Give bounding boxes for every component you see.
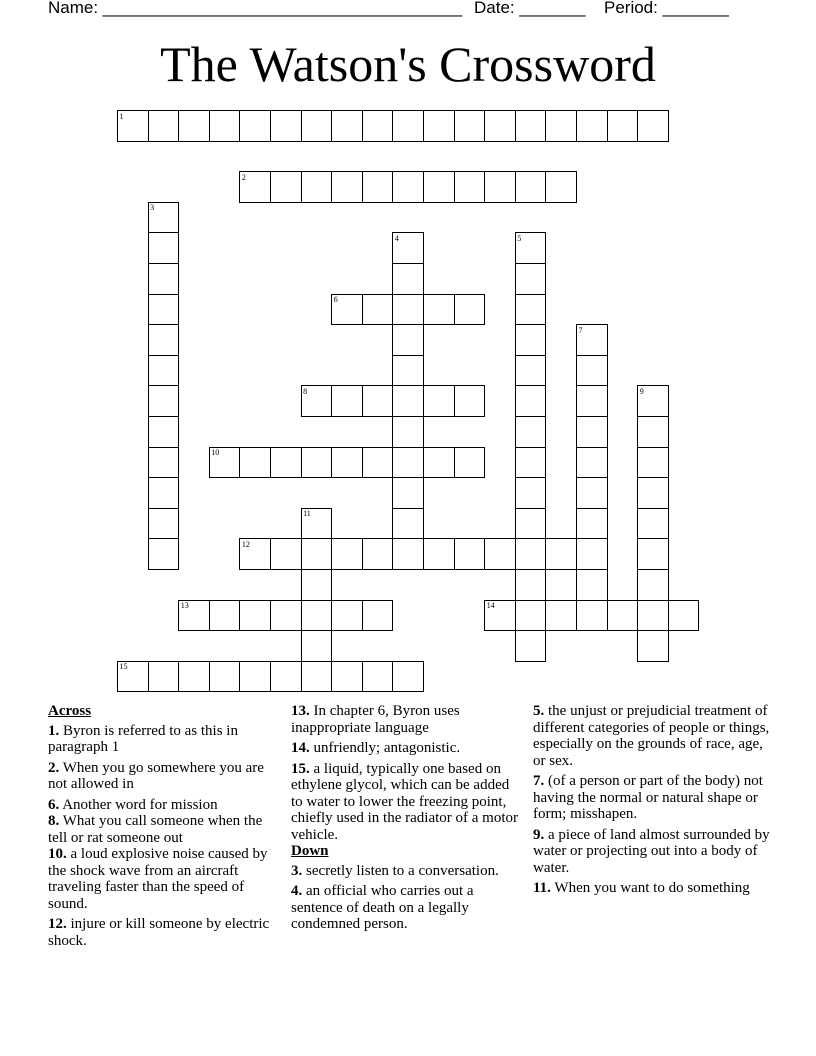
crossword-cell[interactable] xyxy=(515,263,547,295)
crossword-cell[interactable] xyxy=(637,569,669,601)
cell-number: 3 xyxy=(150,203,155,213)
clue-down-5: 5. the unjust or prejudicial treatment of different categories of people or things, especially on the grounds of race, age, or sex. xyxy=(533,703,770,769)
crossword-cell[interactable] xyxy=(576,110,608,142)
crossword-cell[interactable] xyxy=(484,600,516,632)
down-heading: Down xyxy=(291,843,329,859)
crossword-cell[interactable] xyxy=(209,661,241,693)
crossword-cell[interactable] xyxy=(362,294,394,326)
crossword-cell[interactable] xyxy=(392,538,424,570)
cell-number: 6 xyxy=(333,295,338,305)
clue-across-8: 8. What you call someone when the tell or rat someone out xyxy=(48,813,263,846)
crossword-cell[interactable] xyxy=(148,538,180,570)
cell-number: 11 xyxy=(303,509,311,519)
crossword-cell[interactable] xyxy=(515,324,547,356)
crossword-cell[interactable] xyxy=(423,110,455,142)
crossword-cell[interactable] xyxy=(454,538,486,570)
crossword-cell[interactable] xyxy=(301,661,333,693)
crossword-cell[interactable] xyxy=(637,477,669,509)
crossword-cell[interactable] xyxy=(392,110,424,142)
crossword-cell[interactable] xyxy=(576,569,608,601)
page-title: The Watson's Crossword xyxy=(160,36,656,92)
crossword-cell[interactable] xyxy=(576,447,608,479)
crossword-cell[interactable] xyxy=(515,171,547,203)
crossword-cell[interactable] xyxy=(178,661,210,693)
crossword-cell[interactable] xyxy=(637,508,669,540)
crossword-cell[interactable] xyxy=(392,294,424,326)
crossword-cell[interactable] xyxy=(392,508,424,540)
clue-down-4: 4. an official who carries out a sentence of death on a legally condemned person. xyxy=(291,883,474,932)
crossword-cell[interactable] xyxy=(148,110,180,142)
crossword-cell[interactable] xyxy=(637,538,669,570)
crossword-cell[interactable] xyxy=(270,600,302,632)
crossword-cell[interactable] xyxy=(301,447,333,479)
crossword-cell[interactable] xyxy=(515,232,547,264)
crossword-cell[interactable] xyxy=(362,661,394,693)
crossword-cell[interactable] xyxy=(668,600,700,632)
crossword-cell[interactable] xyxy=(484,110,516,142)
clue-across-13: 13. In chapter 6, Byron uses inappropriate language xyxy=(291,703,460,736)
crossword-cell[interactable] xyxy=(515,538,547,570)
crossword-cell[interactable] xyxy=(148,447,180,479)
crossword-cell[interactable] xyxy=(331,294,363,326)
crossword-cell[interactable] xyxy=(515,110,547,142)
crossword-cell[interactable] xyxy=(301,630,333,662)
crossword-cell[interactable] xyxy=(423,447,455,479)
crossword-cell[interactable] xyxy=(637,447,669,479)
crossword-cell[interactable] xyxy=(331,385,363,417)
crossword-cell[interactable] xyxy=(362,600,394,632)
crossword-cell[interactable] xyxy=(454,294,486,326)
crossword-cell[interactable] xyxy=(607,600,639,632)
crossword-cell[interactable] xyxy=(454,447,486,479)
cell-number: 8 xyxy=(303,386,308,396)
crossword-cell[interactable] xyxy=(331,171,363,203)
crossword-cell[interactable] xyxy=(362,385,394,417)
crossword-cell[interactable] xyxy=(392,477,424,509)
clues-column-3 xyxy=(533,703,773,901)
cell-number: 13 xyxy=(180,601,189,611)
clue-across-12: 12. injure or kill someone by electric shock. xyxy=(48,916,270,949)
crossword-cell[interactable] xyxy=(576,324,608,356)
crossword-cell[interactable] xyxy=(454,110,486,142)
crossword-cell[interactable] xyxy=(392,171,424,203)
crossword-cell[interactable] xyxy=(576,538,608,570)
crossword-cell[interactable] xyxy=(148,355,180,387)
crossword-cell[interactable] xyxy=(148,416,180,448)
crossword-cell[interactable] xyxy=(392,385,424,417)
crossword-cell[interactable] xyxy=(637,630,669,662)
crossword-cell[interactable] xyxy=(239,110,271,142)
crossword-cell[interactable] xyxy=(148,324,180,356)
clues-column-2 xyxy=(291,703,523,937)
crossword-cell[interactable] xyxy=(239,538,271,570)
crossword-cell[interactable] xyxy=(148,661,180,693)
crossword-cell[interactable] xyxy=(301,110,333,142)
cell-number: 1 xyxy=(119,111,124,121)
crossword-cell[interactable] xyxy=(148,263,180,295)
cell-number: 4 xyxy=(394,233,399,243)
across-heading: Across xyxy=(48,703,92,719)
crossword-cell[interactable] xyxy=(270,110,302,142)
clue-across-14: 14. unfriendly; antagonistic. xyxy=(291,740,461,756)
crossword-cell[interactable] xyxy=(301,508,333,540)
crossword-cell[interactable] xyxy=(392,416,424,448)
cell-number: 15 xyxy=(119,662,128,672)
crossword-cell[interactable] xyxy=(515,355,547,387)
date-field[interactable]: Date: _______ xyxy=(474,0,586,17)
crossword-cell[interactable] xyxy=(362,447,394,479)
crossword-cell[interactable] xyxy=(392,324,424,356)
crossword-cell[interactable] xyxy=(362,171,394,203)
crossword-cell[interactable] xyxy=(209,600,241,632)
crossword-cell[interactable] xyxy=(576,508,608,540)
crossword-cell[interactable] xyxy=(301,171,333,203)
crossword-cell[interactable] xyxy=(209,447,241,479)
crossword-cell[interactable] xyxy=(423,171,455,203)
crossword-cell[interactable] xyxy=(484,538,516,570)
clue-across-2: 2. When you go somewhere you are not allowed in xyxy=(48,759,264,792)
crossword-cell[interactable] xyxy=(637,385,669,417)
crossword-cell[interactable] xyxy=(301,569,333,601)
crossword-cell[interactable] xyxy=(423,294,455,326)
crossword-cell[interactable] xyxy=(423,385,455,417)
crossword-cell[interactable] xyxy=(148,202,180,234)
crossword-cell[interactable] xyxy=(148,294,180,326)
crossword-cell[interactable] xyxy=(515,294,547,326)
crossword-cell[interactable] xyxy=(331,110,363,142)
crossword-cell[interactable] xyxy=(148,232,180,264)
crossword-cell[interactable] xyxy=(178,600,210,632)
crossword-cell[interactable] xyxy=(270,447,302,479)
crossword-cell[interactable] xyxy=(545,538,577,570)
cell-number: 7 xyxy=(578,325,583,335)
crossword-cell[interactable] xyxy=(454,171,486,203)
crossword-cell[interactable] xyxy=(392,447,424,479)
crossword-cell[interactable] xyxy=(331,600,363,632)
crossword-cell[interactable] xyxy=(637,600,669,632)
clue-down-3: 3. secretly listen to a conversation. xyxy=(291,862,499,879)
crossword-cell[interactable] xyxy=(117,661,149,693)
clue-across-10: 10. a loud explosive noise caused by the shock wave from an aircraft traveling faster than the speed of sound. xyxy=(48,846,268,912)
crossword-cell[interactable] xyxy=(454,385,486,417)
crossword-cell[interactable] xyxy=(545,600,577,632)
crossword-cell[interactable] xyxy=(239,171,271,203)
crossword-cell[interactable] xyxy=(301,385,333,417)
crossword-cell[interactable] xyxy=(545,110,577,142)
crossword-cell[interactable] xyxy=(392,263,424,295)
crossword-cell[interactable] xyxy=(515,416,547,448)
crossword-cell[interactable] xyxy=(515,630,547,662)
crossword-cell[interactable] xyxy=(576,416,608,448)
crossword-cell[interactable] xyxy=(270,538,302,570)
crossword-cell[interactable] xyxy=(362,538,394,570)
cell-number: 14 xyxy=(486,601,495,611)
student-info-header xyxy=(0,0,816,22)
crossword-cell[interactable] xyxy=(301,538,333,570)
crossword-cell[interactable] xyxy=(576,600,608,632)
crossword-cell[interactable] xyxy=(515,569,547,601)
crossword-cell[interactable] xyxy=(484,171,516,203)
crossword-cell[interactable] xyxy=(576,355,608,387)
crossword-cell[interactable] xyxy=(576,385,608,417)
clues-column-1 xyxy=(48,703,273,953)
crossword-cell[interactable] xyxy=(270,661,302,693)
crossword-cell[interactable] xyxy=(239,600,271,632)
cell-number: 9 xyxy=(639,386,644,396)
crossword-cell[interactable] xyxy=(301,600,333,632)
crossword-cell[interactable] xyxy=(148,385,180,417)
cell-number: 5 xyxy=(517,233,522,243)
clue-across-1: 1. Byron is referred to as this in paragraph 1 xyxy=(48,722,238,755)
crossword-cell[interactable] xyxy=(515,477,547,509)
clue-across-6: 6. Another word for mission xyxy=(48,796,218,813)
period-field[interactable]: Period: _______ xyxy=(604,0,729,17)
crossword-cell[interactable] xyxy=(392,232,424,264)
crossword-cell[interactable] xyxy=(331,538,363,570)
crossword-cell[interactable] xyxy=(331,447,363,479)
clue-down-11: 11. When you want to do something xyxy=(533,880,750,896)
crossword-cell[interactable] xyxy=(239,661,271,693)
clue-down-9: 9. a piece of land almost surrounded by water or projecting out into a body of water. xyxy=(533,826,770,876)
crossword-cell[interactable] xyxy=(607,110,639,142)
crossword-cell[interactable] xyxy=(515,385,547,417)
crossword-cell[interactable] xyxy=(515,447,547,479)
crossword-cell[interactable] xyxy=(148,508,180,540)
crossword-cell[interactable] xyxy=(392,661,424,693)
clue-down-7: 7. (of a person or part of the body) not having the normal or natural shape or form; misshapen. xyxy=(533,773,763,822)
crossword-cell[interactable] xyxy=(148,477,180,509)
cell-number: 12 xyxy=(241,539,250,549)
crossword-cell[interactable] xyxy=(331,661,363,693)
crossword-cell[interactable] xyxy=(209,110,241,142)
crossword-cell[interactable] xyxy=(362,110,394,142)
cell-number: 10 xyxy=(211,448,220,458)
crossword-cell[interactable] xyxy=(117,110,149,142)
crossword-cell[interactable] xyxy=(270,171,302,203)
clue-across-15: 15. a liquid, typically one based on ethylene glycol, which can be added to water to lower the freezing point, chiefly used in the radiator of a motor vehicle. xyxy=(291,760,519,843)
crossword-cell[interactable] xyxy=(423,538,455,570)
name-field[interactable]: Name: ______________________________________ xyxy=(48,0,463,17)
crossword-cell[interactable] xyxy=(239,447,271,479)
crossword-cell[interactable] xyxy=(515,600,547,632)
cell-number: 2 xyxy=(241,172,246,182)
crossword-cell[interactable] xyxy=(637,416,669,448)
crossword-cell[interactable] xyxy=(392,355,424,387)
crossword-cell[interactable] xyxy=(178,110,210,142)
crossword-cell[interactable] xyxy=(576,477,608,509)
crossword-cell[interactable] xyxy=(545,171,577,203)
crossword-cell[interactable] xyxy=(637,110,669,142)
crossword-cell[interactable] xyxy=(515,508,547,540)
